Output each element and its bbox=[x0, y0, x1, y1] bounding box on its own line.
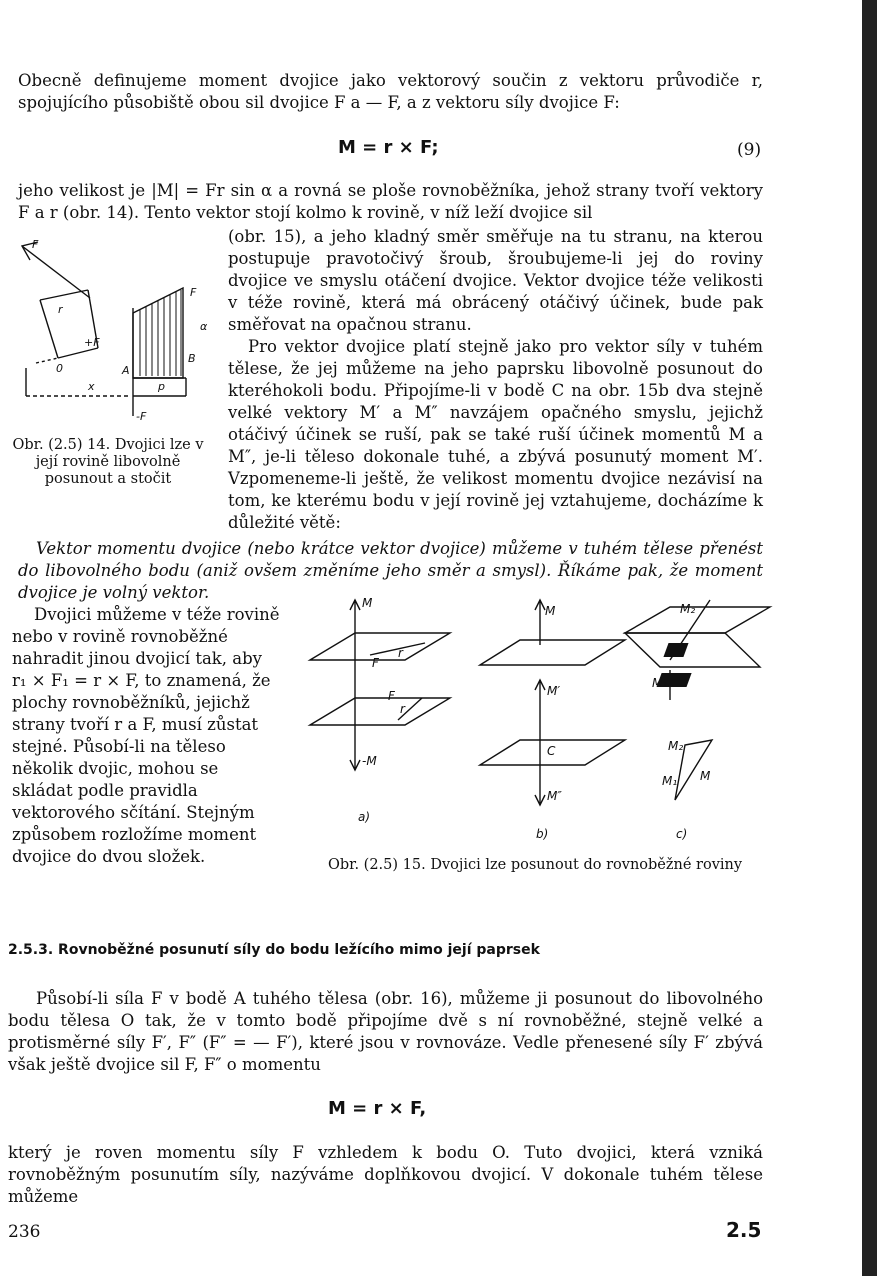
fig14-label-plusF: +F bbox=[84, 336, 100, 349]
paragraph-direction: (obr. 15), a jeho kladný směr směřuje na tu stranu, na kterou postupuje pravotočivý šroub, šroubujeme-li jej do roviny dvojice ve smyslu otáčení dvojice. Vektor dvojice téže velikosti v téže rovině, která má obrácený otáčivý účinek, bude pak směřovat na opačnou stranu. bbox=[228, 227, 763, 334]
paragraph-free-vector: Pro vektor dvojice platí stejně jako pro vektor síly v tuhém tělese, že jej můžeme na jeho paprsku libovolně posunout do kteréhokoli bodu. Připojíme-li v bodě C na obr. 15b dva stejně velké vektory M′ a M″ navzájem opačného smyslu, jejichž otáčivý účinek se ruší, pak se také ruší účinek momentů M a M″, je-li těleso dokonale tuhé, a zbývá posunutý moment M′. Vzpomeneme-li ještě, že velikost momentu dvojice nezávisí na tom, ke kterému bodu v její rovině jej vztahujeme, docházíme k důležité větě: bbox=[228, 337, 763, 532]
fig14-label-O: 0 bbox=[56, 362, 63, 375]
equation-9-number: (9) bbox=[737, 140, 762, 160]
fig15a-label-r2: r bbox=[400, 702, 405, 716]
fig15b-label-M: M bbox=[545, 604, 556, 618]
fig14-label-p: p bbox=[158, 380, 165, 393]
fig15a-label-r: r bbox=[398, 646, 403, 660]
fig15a-lower-plane bbox=[310, 698, 450, 725]
section-heading: 2.5.3. Rovnoběžné posunutí síly do bodu ležícího mimo její paprsek bbox=[8, 942, 540, 958]
paragraph-definition: Obecně definujeme moment dvojice jako vektorový součin z vektoru průvodiče r, spojujícího působiště obou sil dvojice F a — F, a z vektoru síly dvojice F: bbox=[18, 71, 763, 112]
fig14-label-r: r bbox=[58, 303, 63, 316]
fig15-label-c: c) bbox=[676, 827, 688, 841]
fig15-label-a: a) bbox=[358, 810, 371, 824]
scan-edge bbox=[862, 0, 877, 1276]
fig14-label-B: B bbox=[188, 352, 196, 365]
fig15c-lower-plane bbox=[625, 633, 760, 667]
fig14-label-alpha: α bbox=[200, 320, 208, 333]
fig15c-hatched-patch bbox=[663, 643, 688, 657]
figure-14-caption: Obr. (2.5) 14. Dvojici lze v její rovině libovolně posunout a stočit bbox=[12, 437, 204, 487]
fig14-label-minusF: -F bbox=[136, 410, 147, 423]
fig14-label-x: x bbox=[88, 380, 95, 393]
fig15a-label-F2: F bbox=[388, 689, 395, 703]
page-number: 236 bbox=[8, 1222, 41, 1242]
fig15c-label-M2: M₂ bbox=[680, 602, 696, 616]
fig14-parallelogram-edge bbox=[40, 300, 58, 358]
fig15b-label-Mprime: M′ bbox=[547, 684, 561, 698]
paragraph-complementary-couple: který je roven momentu síly F vzhledem k bodu O. Tuto dvojici, která vzniká rovnoběžným posunutím síly, nazýváme doplňkovou dvojicí. V dokonale tuhém tělese můžeme bbox=[8, 1143, 763, 1206]
paragraph-parallel-shift: Působí-li síla F v bodě A tuhého tělesa (obr. 16), můžeme ji posunout do libovolného bodu tělesa O tak, že v tomto bodě připojíme dvě s ní rovnoběžné, stejně velké a protisměrné síly F′, F″ (F″ = — F′), které jsou v rovnováze. Vedle přenesené síly F′ zbývá však ještě dvojice sil F, F″ o momentu bbox=[8, 989, 763, 1074]
figure-15-caption: Obr. (2.5) 15. Dvojici lze posunout do rovnoběžné roviny bbox=[327, 857, 743, 873]
equation-9: M = r × F; bbox=[338, 137, 439, 158]
fig15b-label-C: C bbox=[547, 744, 556, 758]
paragraph-replacement: Dvojici můžeme v téže rovině nebo v rovině rovnoběžné nahradit jinou dvojicí tak, aby r₁ × F₁ = r × F, to znamená, že plochy rovnoběžníků, jejichž strany tvoří r a F, musí zůstat stejné. Působí-li na těleso několik dvojic, mohou se skládat podle pravidla vektorového sčítání. Stejným způsobem rozložíme moment dvojice do dvou složek. bbox=[12, 605, 280, 866]
theorem-statement: Vektor momentu dvojice (nebo krátce vektor dvojice) můžeme v tuhém tělese přenést do libovolného bodu (aniž ovšem změníme jeho směr a smysl). Říkáme pak, že moment dvojice je volný vektor. bbox=[18, 539, 763, 602]
fig14-force-line bbox=[22, 246, 90, 298]
section-mark: 2.5 bbox=[726, 1218, 762, 1242]
fig15a-label-minusM: -M bbox=[362, 754, 377, 768]
fig15c-label-M1: M₁ bbox=[652, 676, 668, 690]
fig15b-label-Mdprime: M″ bbox=[547, 789, 562, 803]
fig15a-upper-plane bbox=[310, 633, 450, 660]
fig15-label-b: b) bbox=[536, 827, 549, 841]
equation-moment: M = r × F, bbox=[328, 1098, 427, 1119]
fig15b-upper-plane bbox=[480, 640, 625, 665]
paragraph-magnitude: jeho velikost je |M| = Fr sin α a rovná se ploše rovnoběžníka, jehož strany tvoří vektory F a r (obr. 14). Tento vektor stojí kolmo k rovině, v níž leží dvojice sil bbox=[18, 181, 763, 222]
fig14-parallelogram-edge bbox=[58, 348, 98, 358]
fig15c-label-M1b: M₁ bbox=[662, 774, 678, 788]
figure-14 bbox=[18, 238, 218, 433]
fig15c-label-M2b: M₂ bbox=[668, 739, 684, 753]
fig14-dashed bbox=[36, 358, 58, 363]
figure-15 bbox=[300, 595, 775, 855]
fig15c-label-M: M bbox=[700, 769, 711, 783]
fig14-label-A: A bbox=[122, 364, 130, 377]
fig15a-label-F: F bbox=[372, 656, 379, 670]
fig14-label-F: F bbox=[32, 238, 39, 251]
fig14-parallelogram-edge bbox=[40, 290, 88, 300]
fig14-label-F2: F bbox=[190, 286, 197, 299]
fig15a-label-M: M bbox=[362, 596, 373, 610]
